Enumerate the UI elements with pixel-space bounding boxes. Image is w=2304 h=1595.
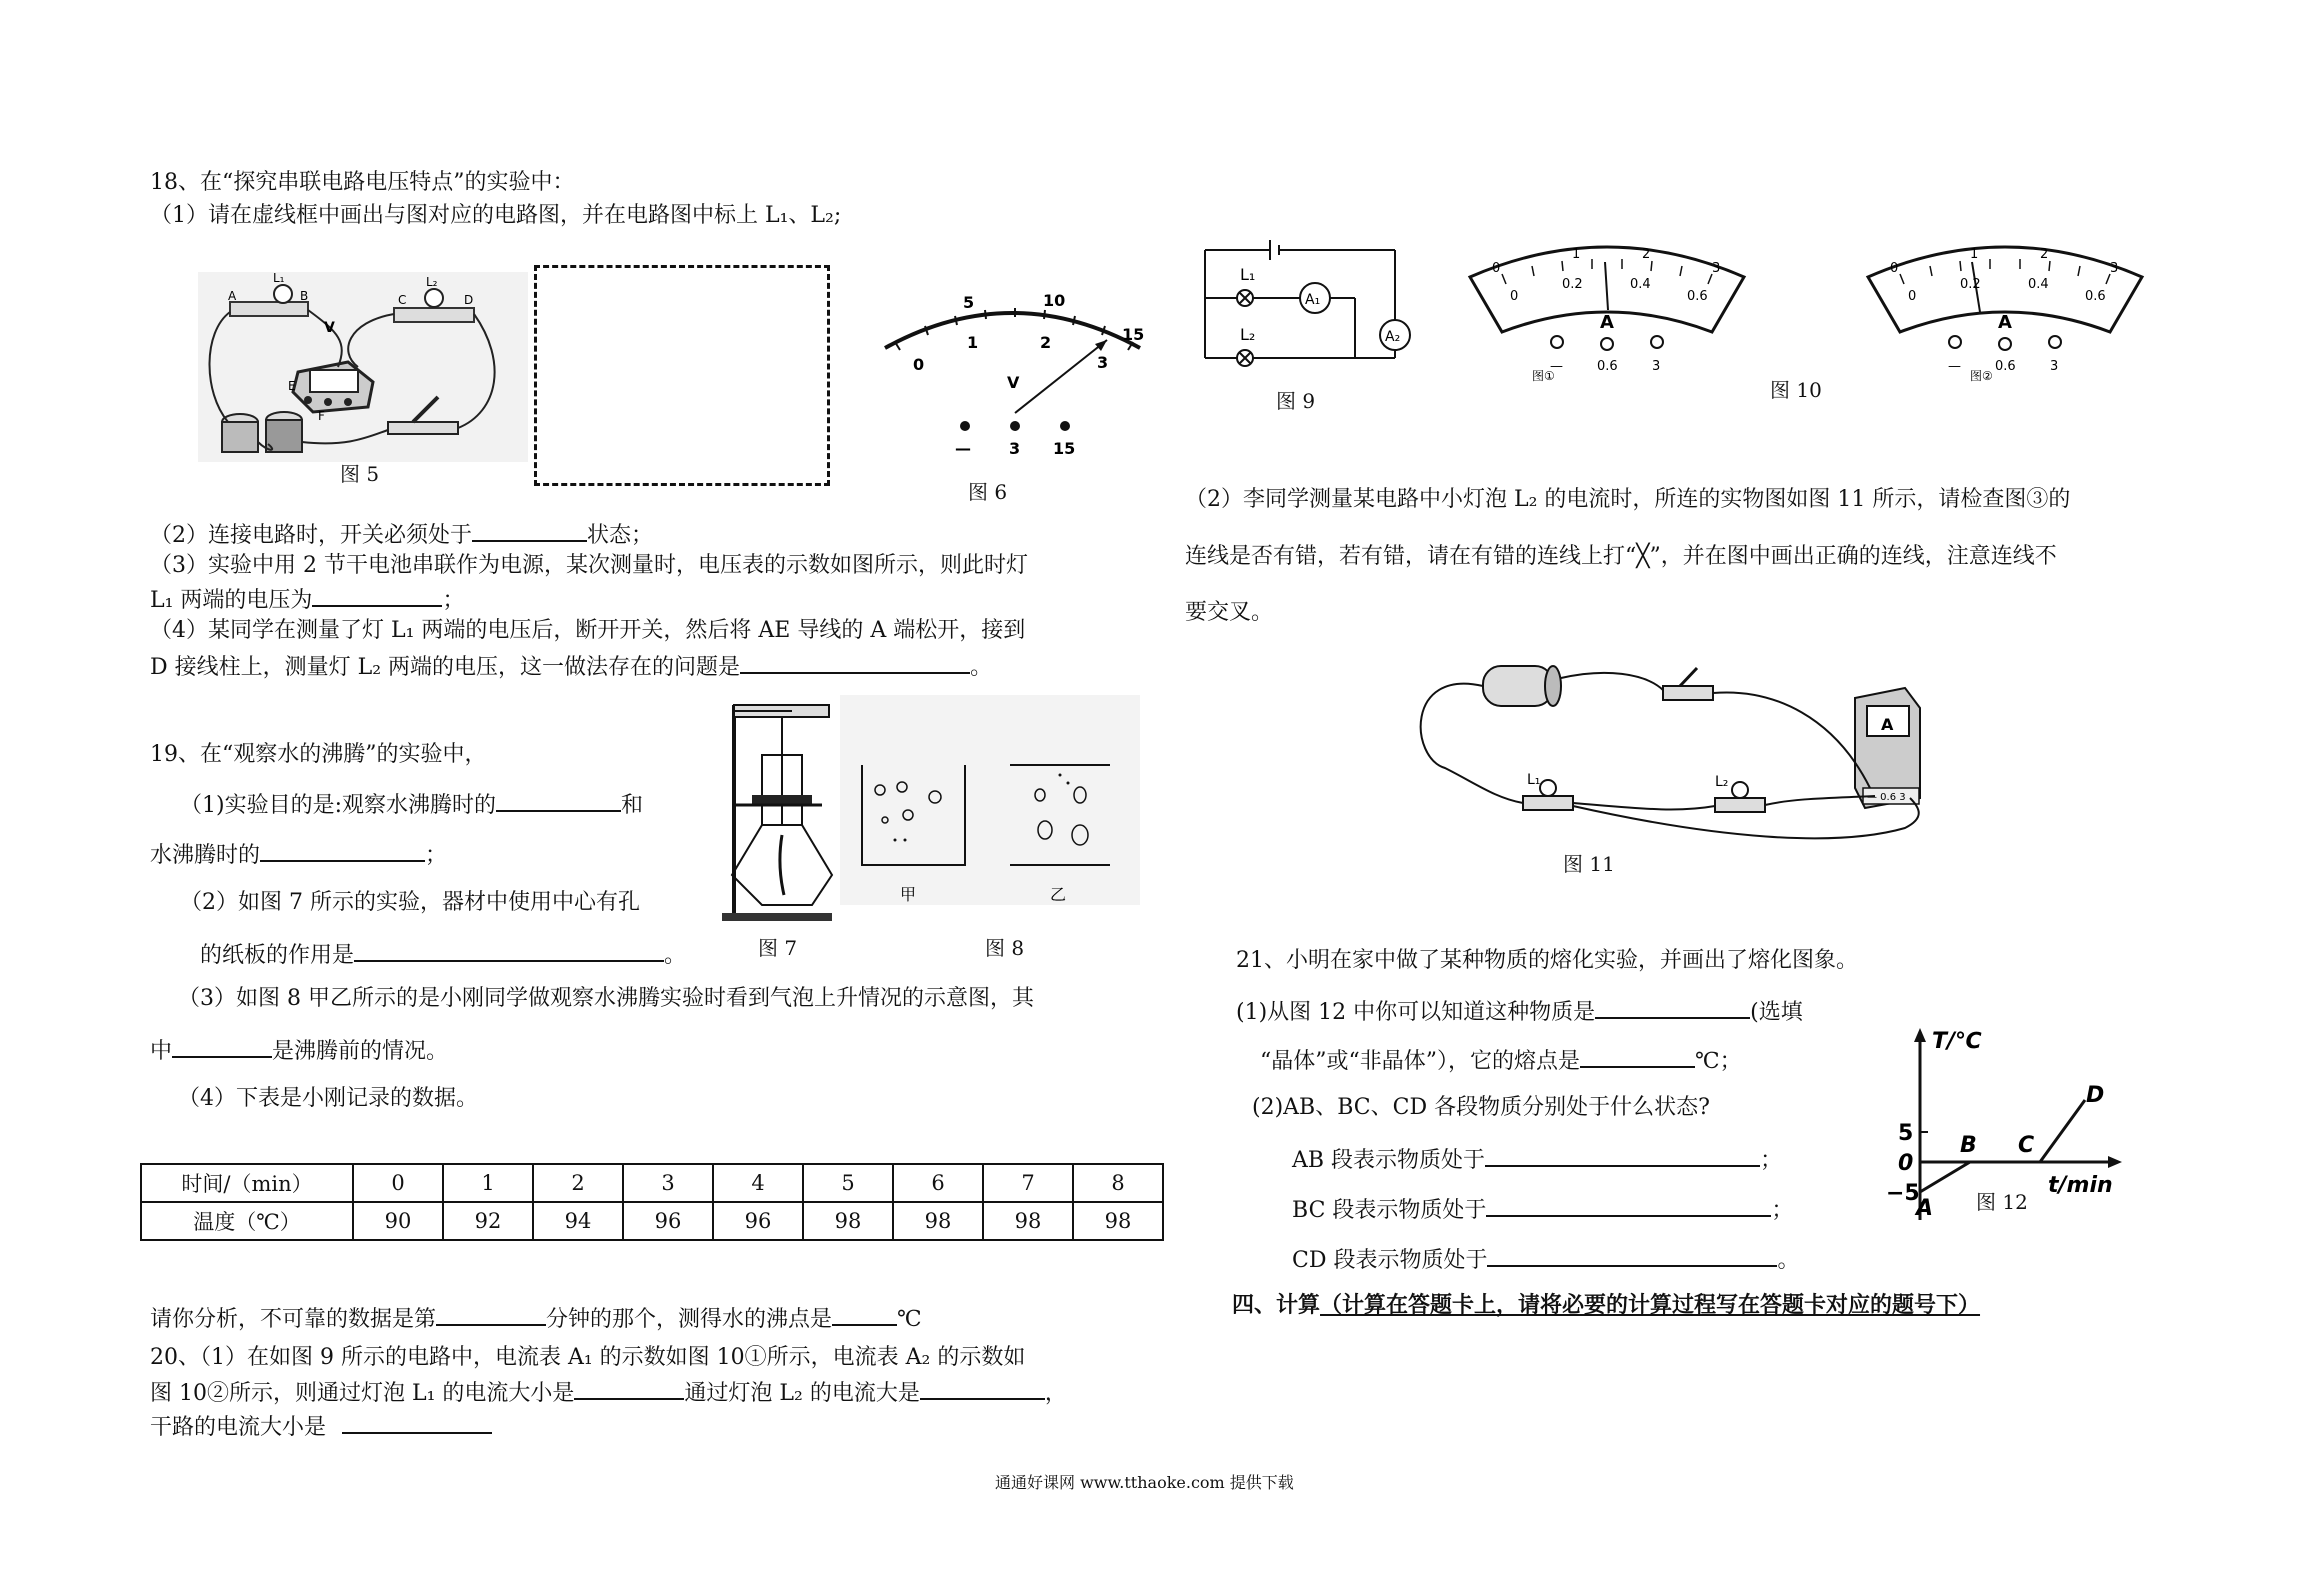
q20-part2-line3: 要交叉。 (1185, 600, 1274, 625)
q18-part2: （2）连接电路时，开关必须处于 状态； (150, 518, 653, 551)
fig10-sub1-caption: 图① (1532, 369, 1555, 383)
figure-7-apparatus (722, 695, 842, 925)
voltmeter-terminal-minus: — (955, 439, 971, 458)
table-header-temperature: 温度（℃） (141, 1202, 353, 1240)
table-cell: 94 (533, 1202, 623, 1240)
answer-dashed-box[interactable] (534, 265, 830, 486)
q19-part3-line1: （3）如图 8 甲乙所示的是小刚同学做观察水沸腾实验时看到气泡上升情况的示意图，其 (178, 986, 1034, 1011)
footer-source: 通通好课网 www.tthaoke.com 提供下载 (995, 1473, 1294, 1492)
q21-part2: (2)AB、BC、CD 各段物质分别处于什么状态? (1252, 1095, 1710, 1120)
ammeter1-top-1: 1 (1572, 247, 1581, 262)
q19-title: 19、在“观察水的沸腾”的实验中， (150, 742, 487, 767)
q18-part2-blank[interactable] (472, 518, 587, 542)
fig9-label-l2: L₂ (1240, 325, 1256, 344)
voltmeter-top-10: 10 (1043, 291, 1066, 310)
ammeter1-bottom-04: 0.4 (1630, 277, 1651, 292)
figure-7-caption: 图 7 (758, 936, 798, 960)
fig12-x-label: t/min (2048, 1173, 2113, 1198)
q21-bc: BC 段表示物质处于 ； (1292, 1193, 1793, 1226)
figure-12-caption: 图 12 (1976, 1190, 2028, 1214)
q18-part3-line1: （3）实验中用 2 节干电池串联作为电源，某次测量时，电压表的示数如图所示，则此时灯 (150, 553, 1028, 578)
figure-8-jia-label: 甲 (900, 885, 917, 904)
q18-part4-line2: D 接线柱上，测量灯 L₂ 两端的电压，这一做法存在的问题是 。 (150, 650, 992, 683)
q19-part2-line1: （2）如图 7 所示的实验，器材中使用中心有孔 (180, 890, 640, 915)
q21-bc-blank[interactable] (1486, 1193, 1771, 1217)
q21-part1-line1: (1)从图 12 中你可以知道这种物质是 (选填 (1236, 995, 1803, 1028)
table-cell: 98 (803, 1202, 893, 1240)
figure-5-caption: 图 5 (340, 462, 380, 486)
ammeter2-terminal-minus: — (1948, 359, 1961, 374)
ammeter2-top-3: 3 (2110, 261, 2119, 276)
fig5-label-f: F (318, 409, 325, 423)
fig12-tick-minus5: −5 (1886, 1181, 1920, 1206)
figure-10-ammeter-2 (1860, 232, 2150, 382)
table-row (141, 1164, 1163, 1202)
table-cell: 90 (353, 1202, 443, 1240)
figure-11-circuit-photo (1415, 648, 1935, 858)
table-row (141, 1202, 1163, 1240)
ammeter1-top-3: 3 (1712, 261, 1721, 276)
figure-6-caption: 图 6 (968, 480, 1008, 504)
figure-8-bubbles (840, 695, 1140, 905)
q18-title: 18、在“探究串联电路电压特点”的实验中： (150, 170, 575, 195)
table-cell: 5 (803, 1164, 893, 1202)
ammeter2-top-2: 2 (2040, 247, 2049, 262)
q19-part2-blank[interactable] (354, 938, 664, 962)
q21-ab: AB 段表示物质处于 ； (1292, 1143, 1782, 1176)
q18-part4-blank[interactable] (740, 650, 970, 674)
q21-crystal-blank[interactable] (1595, 995, 1750, 1019)
fig9-label-a2: A₂ (1385, 329, 1401, 345)
fig9-label-l1: L₁ (1240, 265, 1256, 284)
q19-analysis-blank2[interactable] (832, 1302, 897, 1326)
fig5-label-l1: L₁ (273, 271, 285, 285)
table-cell: 1 (443, 1164, 533, 1202)
ammeter1-terminal-minus: — (1550, 359, 1563, 374)
q19-part1-line1: （1)实验目的是:观察水沸腾时的 和 (180, 788, 643, 821)
q21-ab-blank[interactable] (1485, 1143, 1760, 1167)
voltmeter-terminal-3: 3 (1009, 439, 1021, 458)
fig12-point-d: D (2086, 1083, 2105, 1108)
fig5-label-l2: L₂ (426, 275, 438, 289)
table-cell: 8 (1073, 1164, 1163, 1202)
ammeter1-unit: A (1600, 312, 1614, 333)
q19-part1-line2: 水沸腾时的 ； (150, 838, 447, 871)
figure-5-circuit-photo (198, 272, 528, 462)
ammeter2-bottom-06: 0.6 (2085, 289, 2106, 304)
ammeter2-terminal-3: 3 (2050, 359, 2059, 374)
ammeter2-bottom-02: 0.2 (1960, 277, 1981, 292)
q19-part3-line2: 中 是沸腾前的情况。 (150, 1034, 448, 1067)
fig5-label-e: E (288, 379, 296, 393)
fig12-tick-0: 0 (1898, 1151, 1914, 1176)
ammeter1-top-2: 2 (1642, 247, 1651, 262)
table-header-time: 时间/（min） (141, 1164, 353, 1202)
fig11-ammeter-terminals: — 0.6 3 (1867, 792, 1906, 803)
voltmeter-bottom-3: 3 (1097, 353, 1109, 372)
table-cell: 2 (533, 1164, 623, 1202)
figure-11-caption: 图 11 (1563, 852, 1615, 876)
ammeter2-top-0: 0 (1890, 261, 1899, 276)
fig10-sub2-caption: 图② (1970, 369, 1993, 383)
table-cell: 98 (1073, 1202, 1163, 1240)
q19-part1-blank1[interactable] (496, 788, 621, 812)
figure-10-ammeter-1 (1462, 232, 1752, 382)
figure-6-voltmeter (875, 288, 1150, 458)
section-4-heading: 四、计算（计算在答题卡上，请将必要的计算过程写在答题卡对应的题号下） (1232, 1292, 1981, 1318)
q21-cd-blank[interactable] (1487, 1243, 1777, 1267)
q20-part1-line2: 图 10②所示，则通过灯泡 L₁ 的电流大小是 通过灯泡 L₂ 的电流大是 ， (150, 1376, 1067, 1409)
q19-part3-blank[interactable] (172, 1034, 272, 1058)
voltmeter-unit: V (1007, 373, 1020, 392)
fig5-label-d: D (464, 293, 474, 307)
q18-part3-blank[interactable] (312, 583, 442, 607)
voltmeter-bottom-0: 0 (913, 355, 925, 374)
voltmeter-bottom-1: 1 (967, 333, 979, 352)
q20-part2-line2: 连线是否有错，若有错，请在有错的连线上打“╳”，并在图中画出正确的连线，注意连线不 (1185, 544, 2057, 569)
q19-part1-blank2[interactable] (260, 838, 425, 862)
q20-part1-line3: 干路的电流大小是 (150, 1410, 492, 1443)
fig11-ammeter-label: A (1881, 715, 1894, 734)
q20-main-current-blank[interactable] (342, 1410, 492, 1434)
fig12-y-label: T/℃ (1932, 1029, 1982, 1054)
fig11-label-l1: L₁ (1527, 772, 1541, 788)
fig12-point-c: C (2018, 1133, 2035, 1158)
table-cell: 4 (713, 1164, 803, 1202)
q21-melting-point-blank[interactable] (1580, 1044, 1695, 1068)
fig5-label-b: B (300, 289, 309, 303)
figure-9-circuit (1195, 228, 1435, 373)
q18-part3-line2: L₁ 两端的电压为 ； (150, 583, 464, 616)
fig5-label-a: A (228, 289, 237, 303)
q21-cd: CD 段表示物质处于 。 (1292, 1243, 1799, 1276)
voltmeter-bottom-2: 2 (1040, 333, 1052, 352)
q19-analysis-blank1[interactable] (436, 1302, 546, 1326)
table-cell: 98 (893, 1202, 983, 1240)
q18-part4-line1: （4）某同学在测量了灯 L₁ 两端的电压后，断开开关，然后将 AE 导线的 A 端松开，接到 (150, 618, 1026, 643)
q20-part2-line1: （2）李同学测量某电路中小灯泡 L₂ 的电流时，所连的实物图如图 11 所示，请检查图③的 (1185, 487, 2071, 512)
ammeter2-bottom-0: 0 (1908, 289, 1917, 304)
table-cell: 98 (983, 1202, 1073, 1240)
q20-l2-current-blank[interactable] (920, 1376, 1045, 1400)
table-cell: 96 (713, 1202, 803, 1240)
fig12-point-a: A (1916, 1196, 1934, 1221)
table-cell: 7 (983, 1164, 1073, 1202)
q20-l1-current-blank[interactable] (574, 1376, 684, 1400)
figure-8-yi-label: 乙 (1050, 885, 1067, 904)
table-cell: 96 (623, 1202, 713, 1240)
ammeter1-bottom-06: 0.6 (1687, 289, 1708, 304)
table-cell: 3 (623, 1164, 713, 1202)
ammeter1-terminal-3: 3 (1652, 359, 1661, 374)
ammeter2-bottom-04: 0.4 (2028, 277, 2049, 292)
ammeter2-terminal-06: 0.6 (1995, 359, 2016, 374)
table-cell: 92 (443, 1202, 533, 1240)
ammeter1-top-0: 0 (1492, 261, 1501, 276)
q21-title: 21、小明在家中做了某种物质的熔化实验，并画出了熔化图象。 (1236, 948, 1858, 973)
q18-part1: （1）请在虚线框中画出与图对应的电路图，并在电路图中标上 L₁、L₂; (150, 203, 842, 228)
temperature-table (140, 1163, 1164, 1241)
fig5-label-c: C (398, 293, 407, 307)
voltmeter-top-5: 5 (963, 293, 975, 312)
voltmeter-top-15: 15 (1122, 325, 1145, 344)
ammeter2-unit: A (1998, 312, 2012, 333)
figure-8-caption: 图 8 (985, 936, 1025, 960)
ammeter1-bottom-02: 0.2 (1562, 277, 1583, 292)
fig12-tick-5: 5 (1898, 1121, 1914, 1146)
q19-part4: （4）下表是小刚记录的数据。 (178, 1086, 478, 1111)
fig9-label-a1: A₁ (1305, 292, 1321, 308)
voltmeter-terminal-15: 15 (1053, 439, 1076, 458)
q20-part1-line1: 20、（1）在如图 9 所示的电路中，电流表 A₁ 的示数如图 10①所示，电流表 A₂ 的示数如 (150, 1345, 1026, 1370)
ammeter1-terminal-06: 0.6 (1597, 359, 1618, 374)
fig11-label-l2: L₂ (1715, 774, 1729, 790)
q19-analysis: 请你分析，不可靠的数据是第 分钟的那个，测得水的沸点是 ℃ (150, 1302, 922, 1335)
fig12-point-b: B (1960, 1133, 1977, 1158)
figure-9-caption: 图 9 (1276, 389, 1316, 413)
fig5-label-v: V (324, 320, 335, 336)
q19-part2-line2: 的纸板的作用是 。 (200, 938, 686, 971)
figure-10-caption: 图 10 (1770, 378, 1822, 402)
table-cell: 0 (353, 1164, 443, 1202)
q21-part1-line2: “晶体”或“非晶体”），它的熔点是 ℃； (1260, 1044, 1742, 1077)
ammeter1-bottom-0: 0 (1510, 289, 1519, 304)
table-cell: 6 (893, 1164, 983, 1202)
ammeter2-top-1: 1 (1970, 247, 1979, 262)
